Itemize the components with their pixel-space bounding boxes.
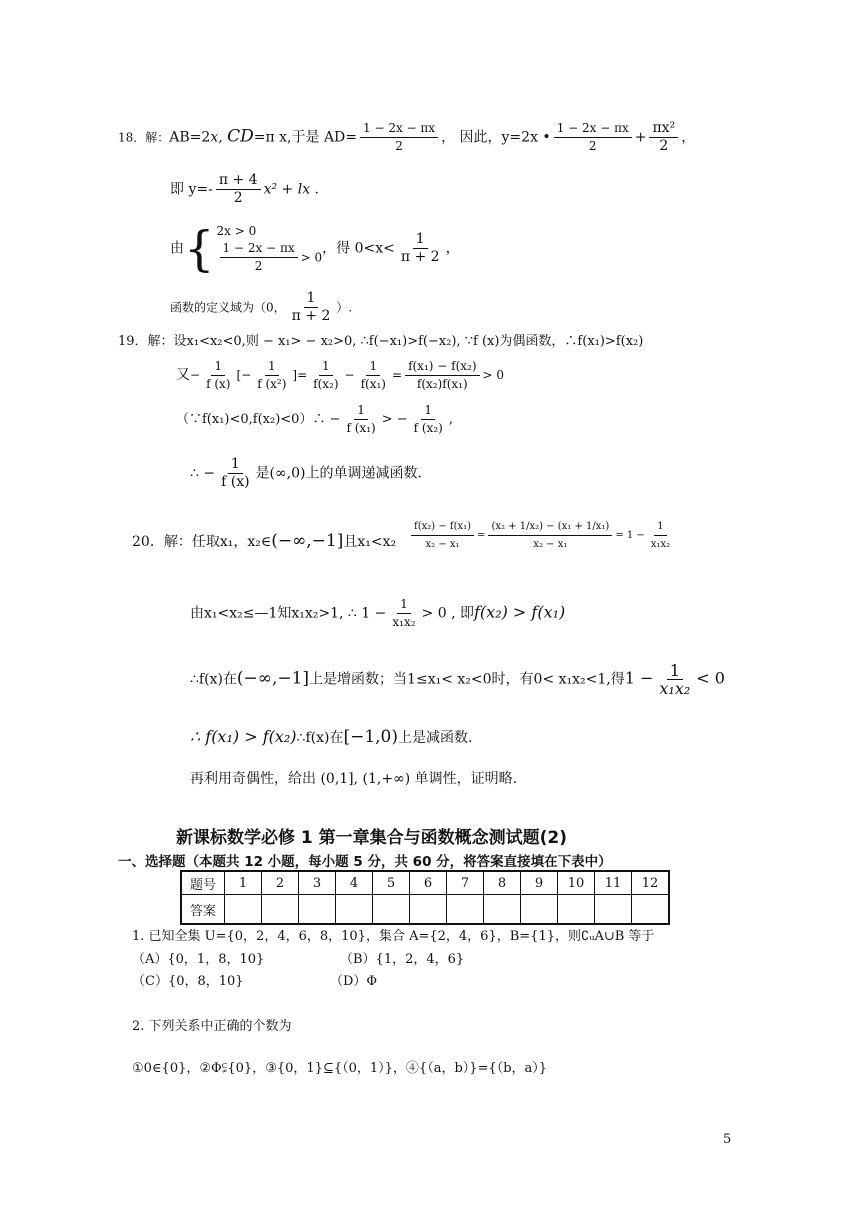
- fraction: $\frac{\pi + 4}{2}$: [216, 172, 261, 207]
- problem-19-line-4: ∴ − $\frac{1}{f (x)}$ 是(∞,0)上的单调递减函数.: [190, 456, 422, 490]
- problem-18-line-3: 由{ 2x > 0 $\frac{1 - 2x - \pi x}{2}$ > 0 ，得 0<x< $\frac{1}{\pi + 2}$ ，: [170, 220, 460, 277]
- answer-cell[interactable]: [632, 895, 670, 925]
- problem-19-line-1: 19．解：设x₁<x₂<0,则 − x₁> − x₂>0, ∴f(−x₁)>f(−x₂), ∵f (x)为偶函数，∴f(x₁)>f(x₂): [118, 334, 644, 349]
- problem-20-line-3: ∴f(x)在(−∞,−1]上是增函数；当1≤x₁< x₂<0时，有0< x₁x₂<1,得1 − $\frac{1}{\text{x₁x₂}}$ < 0: [190, 661, 725, 698]
- test-title: 新课标数学必修 1 第一章集合与函数概念测试题(2): [176, 828, 568, 848]
- problem-20-line-1: 20．解：任取x₁，x₂∈(−∞,−1]且x₁<x₂: [132, 531, 397, 551]
- fraction: $\frac{1 - 2x - \pi x}{2}$: [554, 120, 632, 155]
- answer-cell[interactable]: [373, 895, 410, 925]
- problem-18-line-2: 即 y=- $\frac{\pi + 4}{2}$ x² + lx .: [170, 172, 319, 206]
- problem-18-line-4: 函数的定义域为（0， $\frac{1}{\pi + 2}$ ）.: [170, 290, 353, 324]
- section-heading: 一、选择题（本题共 12 小题，每小题 5 分，共 60 分，将答案直接填在下表中）: [118, 854, 612, 870]
- problem-20-line-5: 再利用奇偶性，给出 (0,1], (1,+∞) 单调性，证明略.: [190, 771, 518, 787]
- answer-cell[interactable]: [521, 895, 558, 925]
- question-2-stem: 2. 下列关系中正确的个数为: [132, 1019, 292, 1034]
- problem-19-line-2: 又− $\frac{1}{f (x)}$ [− $\frac{1}{\text{f (x²)}}$ ]= $\frac{1}{\text{f(x₂)}}$ − $\frac{1}{\text{f(x₁)}}$ = $\frac{\text{f(x₁) − f(x₂)}}{\text{f(x₂)f(x₁)}}$ > 0: [176, 359, 505, 391]
- problem-20-line-2: 由x₁<x₂≤—1知x₁x₂>1, ∴ 1 − $\frac{1}{\text{x₁x₂}}$ > 0 , 即f(x₂) > f(x₁): [190, 597, 566, 629]
- question-1-stem: 1. 已知全集 U={0，2，4，6，8，10}，集合 A={2，4，6}，B={1}，则∁ᵤA∪B 等于: [132, 929, 655, 944]
- problem-18-line-1: 18．解：AB=2x, CD=π x,于是 AD= $\frac{1 - 2x - \pi x}{2}$ ， 因此，y=2x • $\frac{1 - 2x - \pi x}{2}$ + $\frac{\text{πx²}}{2}$ ，: [118, 120, 696, 154]
- question-1-option-a[interactable]: （A）{0，1，8，10}: [132, 952, 265, 967]
- question-1-option-d[interactable]: （D）Φ: [330, 974, 378, 989]
- question-2-items: ①0∈{0}，②Φ⫋{0}，③{0，1}⊆{（0，1）}，④{（a，b）}={（b，a）}: [132, 1061, 548, 1076]
- answer-cell[interactable]: [225, 895, 262, 925]
- answer-table: [180, 870, 670, 925]
- problem-19-line-3: （∵f(x₁)<0,f(x₂)<0）∴ − $\frac{1}{\text{f (x₁)}}$ > − $\frac{1}{\text{f (x₂)}}$ ,: [176, 403, 453, 435]
- table-header-cell: 题号: [181, 871, 225, 895]
- table-row: [181, 895, 669, 925]
- fraction: $\frac{\text{πx²}}{2}$: [649, 120, 678, 155]
- problem-20-fraction-chain: $\frac{\text{f(x₂) − f(x₁)}}{\text{x₂ − x₁}}$ = $\frac{\text{(x₂ + 1/x₂) − (x₁ + 1/x₁)}}{\text{x₂ − x₁}}$ = 1 − $\frac{1}{\text{x₁x₂}}$: [408, 518, 676, 553]
- table-row: 题号 1 2 3 4 5 6 7 8 9 10 11 12: [181, 871, 669, 895]
- fraction: $\frac{1}{\pi + 2}$: [291, 290, 331, 324]
- question-1-option-b[interactable]: （B）{1，2，4，6}: [340, 952, 465, 967]
- problem-20-line-4: ∴ f(x₁) > f(x₂)∴f(x)在[−1,0)上是减函数.: [190, 727, 473, 747]
- fraction: $\frac{1 - 2x - \pi x}{2}$: [360, 120, 438, 155]
- answer-cell[interactable]: [595, 895, 632, 925]
- answer-cell[interactable]: [262, 895, 299, 925]
- answer-cell[interactable]: [484, 895, 521, 925]
- question-1-option-c[interactable]: （C）{0，8，10}: [132, 974, 244, 989]
- brace-icon: {: [184, 220, 215, 277]
- answer-cell[interactable]: [336, 895, 373, 925]
- fraction: $\frac{1}{\pi + 2}$: [400, 231, 440, 265]
- answer-cell[interactable]: [410, 895, 447, 925]
- page-number: 5: [723, 1132, 732, 1147]
- answer-cell[interactable]: [558, 895, 595, 925]
- case-system: 2x > 0 $\frac{1 - 2x - \pi x}{2}$ > 0: [216, 224, 323, 273]
- answer-cell[interactable]: [299, 895, 336, 925]
- answer-cell[interactable]: [447, 895, 484, 925]
- table-header-cell: 答案: [181, 895, 225, 925]
